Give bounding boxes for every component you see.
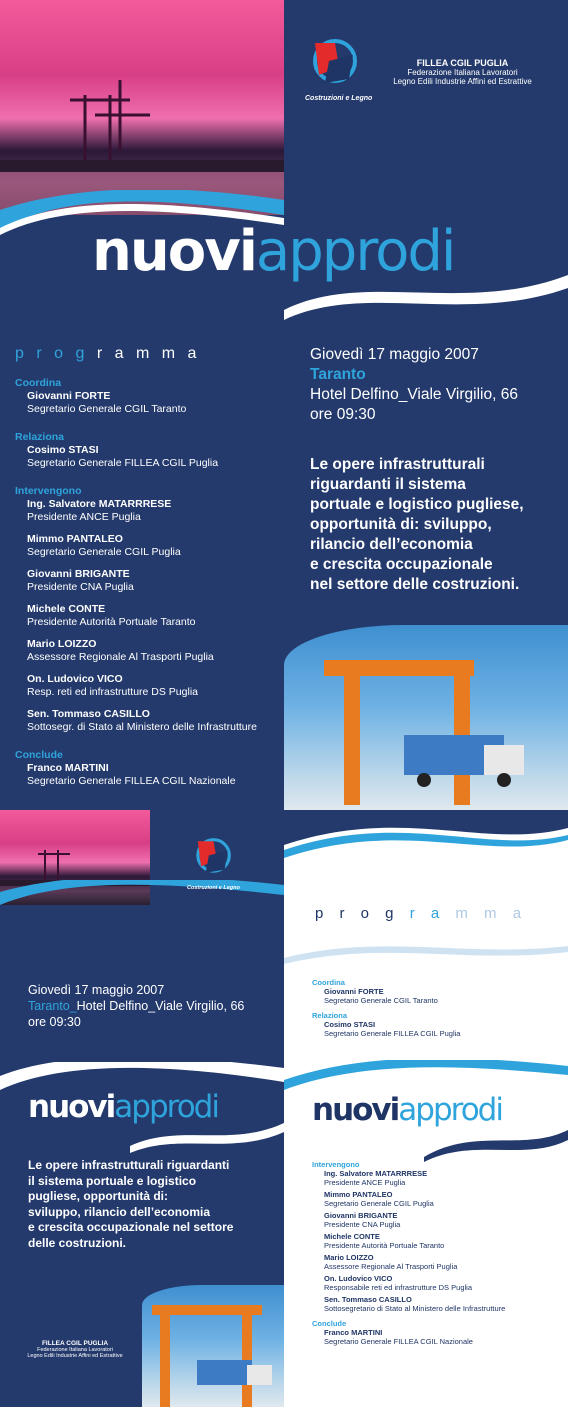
programma-heading: p r o g r a m m a [15, 345, 201, 362]
speaker-role: Presidente ANCE Puglia [27, 511, 141, 523]
programma-list-2b: Intervengono Ing. Salvatore MATARRRESE Presidente ANCE Puglia Mimmo PANTALEO Segretario Generale CGIL Puglia Giovanni BRIGANTE Presidente CNA Puglia Michele CONTE Presidente Autorità Portuale Taranto Mario LOIZZO Assessore Regionale Al Trasporti Puglia On. Ludovico VICO Responsabile reti ed infrastrutture DS Puglia Sen. Tommaso CASILLO Sottosegretario di Stato al Ministero delle Infrastrutture Conclude Franco MARTINI Segretario Generale FILLEA CGIL Nazionale [312, 1160, 506, 1346]
speaker-role: Sottosegr. di Stato al Ministero delle Infrastrutture [27, 721, 257, 733]
title-part1: nuovi [92, 219, 256, 284]
programma-list-2a: Coordina Giovanni FORTE Segretario Generale CGIL Taranto Relaziona Cosimo STASI Segretario Generale FILLEA CGIL Puglia [312, 978, 461, 1038]
coordina-label: Coordina [15, 377, 62, 389]
org-line1: Federazione Italiana Lavoratori [407, 68, 518, 77]
org-block [380, 58, 545, 86]
speaker-name: Cosimo STASI [27, 444, 99, 456]
wave-decoration [284, 810, 568, 880]
event-time: ore 09:30 [28, 1015, 81, 1029]
event-info [310, 345, 518, 425]
speaker-name: Ing. Salvatore MATARRRESE [27, 498, 172, 510]
event-city: Taranto [310, 366, 366, 383]
intervengono-label: Intervengono [15, 485, 82, 497]
speaker-name: Sen. Tommaso CASILLO [27, 708, 150, 720]
fillea-logo [305, 35, 361, 91]
speaker-name: On. Ludovico VICO [27, 673, 123, 685]
speaker-name: Giovanni FORTE [27, 390, 111, 402]
speaker-name: Michele CONTE [27, 603, 106, 615]
event-city: Taranto [28, 999, 70, 1013]
relazione-label: Relaziona [15, 431, 65, 443]
conclude-label: Conclude [15, 749, 63, 761]
logo-caption: Costruzioni e Legno [305, 95, 373, 102]
crane-photo-small [142, 1285, 284, 1407]
speaker-role: Segretario Generale FILLEA CGIL Puglia [27, 457, 219, 469]
speaker-role: Segretario Generale CGIL Taranto [27, 403, 187, 415]
headline: Le opere infrastrutturali riguardanti il sistema portuale e logistico pugliese, opportunità di: sviluppo, rilancio dell’economia e crescita occupazionale nel settore delle costruzioni. [310, 456, 524, 593]
logo-caption: Costruzioni e Legno [187, 885, 240, 891]
event-date: Giovedì 17 maggio 2007 [310, 346, 479, 363]
speaker-name: Mimmo PANTALEO [27, 533, 123, 545]
speaker-name: Giovanni BRIGANTE [27, 568, 130, 580]
fillea-logo [190, 835, 234, 879]
speaker-role: Assessore Regionale Al Trasporti Puglia [27, 651, 214, 663]
programma-list [15, 377, 280, 788]
speaker-role: Segretario Generale FILLEA CGIL Nazionale [27, 775, 236, 787]
wave-decoration [284, 938, 568, 968]
title-part2: approdi [255, 219, 455, 284]
speaker-name: Mario LOIZZO [27, 638, 97, 650]
crane-photo [284, 625, 568, 810]
event-venue: Hotel Delfino_Viale Virgilio, 66 [310, 386, 518, 403]
headline-small: Le opere infrastrutturali riguardanti il sistema portuale e logistico pugliese, opportunità di: sviluppo, rilancio dell’economia e crescita occupazionale nel settore delle costruzioni. [28, 1158, 234, 1250]
harbor-photo [0, 0, 284, 215]
wave-decoration [0, 880, 284, 920]
programma-heading-2: p r o g r a m m a [315, 905, 528, 922]
speaker-role: Resp. reti ed infrastrutture DS Puglia [27, 686, 198, 698]
event-time: ore 09:30 [310, 406, 376, 423]
org-block-small: FILLEA CGIL PUGLIA Federazione Italiana Lavoratori Legno Edili Industrie Affini ed Estrattive [27, 1340, 123, 1359]
wave-decoration [284, 1122, 568, 1162]
main-title-small: nuoviapprodi [28, 1089, 218, 1125]
org-line2: Legno Edili Industrie Affini ed Estrattive [393, 77, 532, 86]
org-name: FILLEA CGIL PUGLIA [416, 58, 509, 68]
event-info-small: Giovedì 17 maggio 2007 Taranto_Hotel Delfino_Viale Virgilio, 66 ore 09:30 [28, 983, 245, 1029]
event-venue: Hotel Delfino_Viale Virgilio, 66 [76, 999, 245, 1013]
main-title-small-2: nuoviapprodi [312, 1092, 502, 1128]
wave-decoration [130, 1118, 284, 1153]
speaker-name: Franco MARTINI [27, 762, 109, 774]
speaker-role: Segretario Generale CGIL Puglia [27, 546, 181, 558]
speaker-role: Presidente Autorità Portuale Taranto [27, 616, 196, 628]
wave-decoration [284, 270, 568, 320]
speaker-role: Presidente CNA Puglia [27, 581, 134, 593]
event-date: Giovedì 17 maggio 2007 [28, 983, 165, 997]
